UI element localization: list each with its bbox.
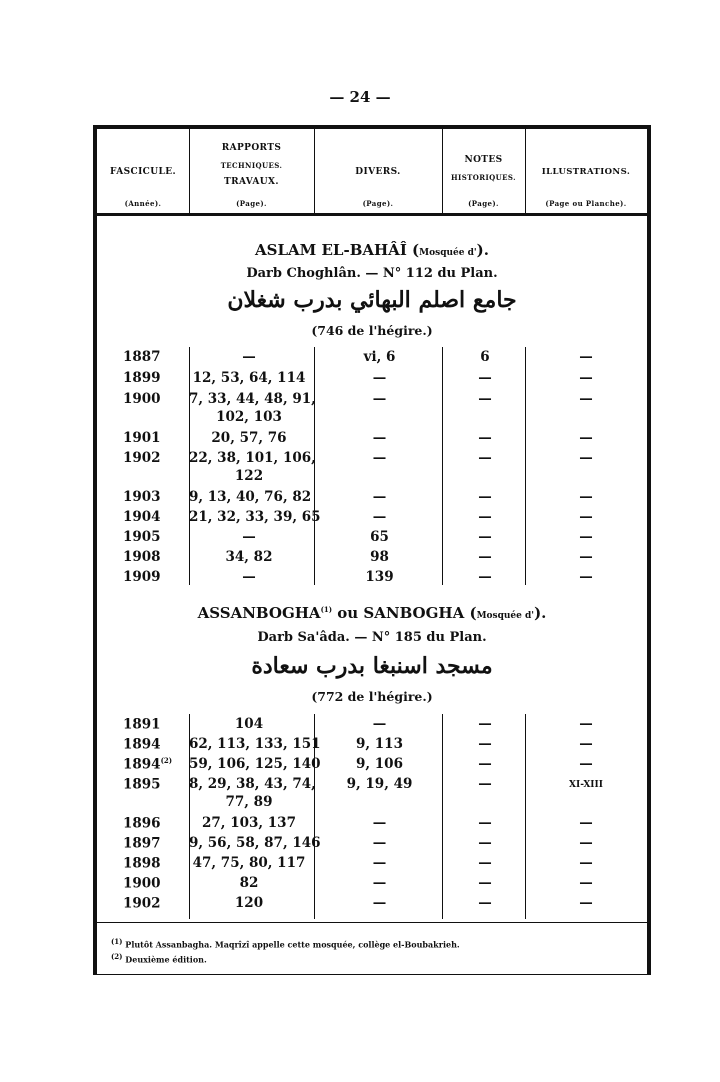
row-ill: —: [579, 815, 593, 831]
row-year: 1901: [123, 430, 161, 446]
header-divers: [314, 129, 442, 213]
row-divers: —: [372, 835, 387, 851]
row-year: 1895: [123, 776, 161, 793]
header-notes-sub: (Page).: [468, 199, 499, 208]
table-row: [97, 529, 647, 547]
row-year: 1908: [123, 549, 161, 565]
header-rapports: [189, 129, 314, 213]
row-notes: —: [478, 815, 492, 831]
table-row: [97, 569, 647, 587]
row-tech-continued: 122: [234, 468, 264, 484]
row-ill: —: [579, 509, 593, 525]
footnote-1: (1) Plutôt Assanbagha. Maqrîzî appelle cette mosquée, collège el-Boubakrieh.: [111, 937, 460, 950]
row-divers: —: [372, 875, 387, 891]
table-row: [97, 509, 647, 527]
row-ill: —: [579, 391, 593, 407]
row-year: 1900: [123, 391, 161, 407]
row-divers: 98: [370, 549, 389, 565]
row-notes: —: [478, 391, 492, 407]
section2-title: ASSANBOGHA$^{(1)}$ ou SANBOGHA (Mosquée d').: [197, 604, 547, 622]
row-notes: —: [478, 716, 492, 732]
footnote-divider: [97, 922, 647, 923]
row-notes: —: [478, 895, 492, 911]
row-notes: —: [478, 509, 492, 525]
table-row: [97, 736, 647, 754]
row-ill: —: [579, 716, 593, 732]
row-ill: XI-XIII: [569, 780, 603, 790]
row-tech: —: [242, 529, 256, 545]
table-row: [97, 756, 647, 774]
section2-subtitle: Darb Sa'âda. — N° 185 du Plan.: [257, 630, 487, 645]
row-divers: —: [372, 450, 387, 466]
table-row: [97, 716, 647, 734]
row-notes: —: [478, 855, 492, 871]
row-year: 1887: [123, 349, 161, 365]
row-tech: 120: [234, 895, 264, 911]
row-divers: 9, 113: [356, 736, 403, 752]
table-row: [97, 391, 647, 409]
row-tech: 20, 57, 76: [211, 430, 287, 446]
row-ill: —: [579, 430, 593, 446]
row-ill: —: [579, 349, 593, 365]
row-notes: —: [478, 835, 492, 851]
page-number: — 24 —: [329, 88, 391, 106]
table-row: [97, 895, 647, 913]
row-year: 1902: [123, 450, 161, 466]
row-divers: 9, 106: [356, 756, 403, 772]
row-tech: 104: [234, 716, 264, 732]
row-tech: 9, 56, 58, 87, 146: [189, 835, 321, 851]
row-ill: —: [579, 736, 593, 752]
row-notes: —: [478, 370, 492, 386]
section1-arabic: جامع اصلم البهائي بدرب شغلان: [227, 287, 517, 313]
footnote-2: (2) Deuxième édition.: [111, 952, 207, 965]
row-divers: 65: [370, 529, 389, 545]
table-row: [97, 875, 647, 893]
table-row: [97, 549, 647, 567]
row-ill: —: [579, 549, 593, 565]
row-tech: 12, 53, 64, 114: [192, 370, 306, 386]
row-tech: —: [242, 349, 256, 365]
row-ill: —: [579, 895, 593, 911]
row-divers: vi, 6: [363, 349, 396, 365]
row-divers: —: [372, 815, 387, 831]
row-notes: —: [478, 430, 492, 446]
table-row: [97, 489, 647, 507]
row-ill: —: [579, 569, 593, 585]
row-notes: —: [478, 756, 492, 772]
header-rapports-line1: RAPPORTS: [221, 143, 282, 153]
row-divers: —: [372, 370, 387, 386]
row-year: 1894$^{(2)}$: [123, 756, 173, 773]
header-notes-line1: NOTES: [464, 155, 503, 165]
table-row: [97, 835, 647, 853]
row-year: 1905: [123, 529, 161, 545]
row-notes: —: [478, 549, 492, 565]
row-divers: —: [372, 509, 387, 525]
row-ill: —: [579, 855, 593, 871]
row-tech: 7, 33, 44, 48, 91,: [189, 391, 316, 407]
header-notes: [442, 129, 525, 213]
row-tech: —: [242, 569, 256, 585]
row-tech-continued: 102, 103: [216, 409, 282, 425]
header-rapports-line3: TRAVAUX.: [224, 177, 279, 187]
row-notes: —: [478, 736, 492, 752]
row-notes: —: [478, 875, 492, 891]
table-row: [97, 815, 647, 833]
row-divers: —: [372, 489, 387, 505]
row-tech: 34, 82: [225, 549, 273, 565]
row-divers: —: [372, 391, 387, 407]
row-year: 1896: [123, 815, 161, 832]
row-year: 1897: [123, 835, 161, 852]
row-notes: 6: [480, 349, 490, 365]
table-frame: [93, 125, 651, 975]
table-header: [97, 129, 647, 216]
header-notes-line2: HISTORIQUES.: [451, 173, 516, 182]
header-divers-sub: (Page).: [362, 199, 394, 208]
row-notes: —: [478, 450, 492, 466]
header-divers-label: DIVERS.: [355, 167, 401, 177]
row-tech: 27, 103, 137: [202, 815, 296, 831]
header-fascicule: [97, 129, 189, 213]
section1-subtitle: Darb Choghlân. — N° 112 du Plan.: [246, 266, 498, 281]
row-tech: 21, 32, 33, 39, 65: [189, 509, 321, 525]
header-illustrations-sub: (Page ou Planche).: [545, 199, 627, 208]
header-illustrations-label: ILLUSTRATIONS.: [541, 167, 631, 177]
row-ill: —: [579, 489, 593, 505]
row-tech: 22, 38, 101, 106,: [189, 450, 316, 466]
header-rapports-line2: TECHNIQUES.: [220, 161, 283, 170]
row-year: 1898: [123, 855, 161, 872]
row-divers: 9, 19, 49: [346, 776, 413, 792]
table-row: [97, 430, 647, 448]
section2-hegire: (772 de l'hégire.): [311, 689, 433, 704]
row-year: 1903: [123, 489, 161, 505]
row-year: 1904: [123, 509, 161, 525]
row-ill: —: [579, 370, 593, 386]
section1-title: ASLAM EL-BAHÂÎ (Mosquée d').: [255, 241, 489, 259]
row-year: 1909: [123, 569, 161, 585]
row-notes: —: [478, 569, 492, 585]
header-rapports-sub: (Page).: [236, 199, 267, 208]
header-illustrations: [525, 129, 647, 213]
row-tech: 82: [239, 875, 259, 891]
section2-arabic: مسجد اسنبغا بدرب سعادة: [251, 653, 493, 679]
row-ill: —: [579, 875, 593, 891]
row-divers: —: [372, 855, 387, 871]
row-year: 1900: [123, 875, 161, 892]
row-ill: —: [579, 450, 593, 466]
header-fascicule-sub: (Année).: [124, 199, 162, 208]
row-ill: —: [579, 756, 593, 772]
header-fascicule-label: FASCICULE.: [109, 167, 177, 177]
row-tech: 62, 113, 133, 151: [189, 736, 321, 752]
row-notes: —: [478, 529, 492, 545]
row-tech-continued: 77, 89: [225, 794, 273, 810]
row-notes: —: [478, 489, 492, 505]
row-tech: 59, 106, 125, 140: [189, 756, 321, 772]
row-notes: —: [478, 776, 492, 792]
row-divers: —: [372, 430, 387, 446]
table-row: [97, 776, 647, 794]
section1-hegire: (746 de l'hégire.): [311, 323, 433, 338]
row-ill: —: [579, 529, 593, 545]
row-year: 1891: [123, 716, 161, 733]
row-tech: 8, 29, 38, 43, 74,: [189, 776, 316, 792]
row-ill: —: [579, 835, 593, 851]
row-year: 1894: [123, 736, 161, 753]
table-row: [97, 855, 647, 873]
table-row: [97, 349, 647, 367]
table-row: [97, 370, 647, 388]
row-tech: 9, 13, 40, 76, 82: [189, 489, 312, 505]
row-divers: —: [372, 716, 387, 732]
table-row: [97, 450, 647, 468]
row-year: 1902: [123, 895, 161, 912]
row-tech: 47, 75, 80, 117: [192, 855, 306, 871]
row-divers: —: [372, 895, 387, 911]
row-year: 1899: [123, 370, 161, 386]
row-divers: 139: [365, 569, 394, 585]
